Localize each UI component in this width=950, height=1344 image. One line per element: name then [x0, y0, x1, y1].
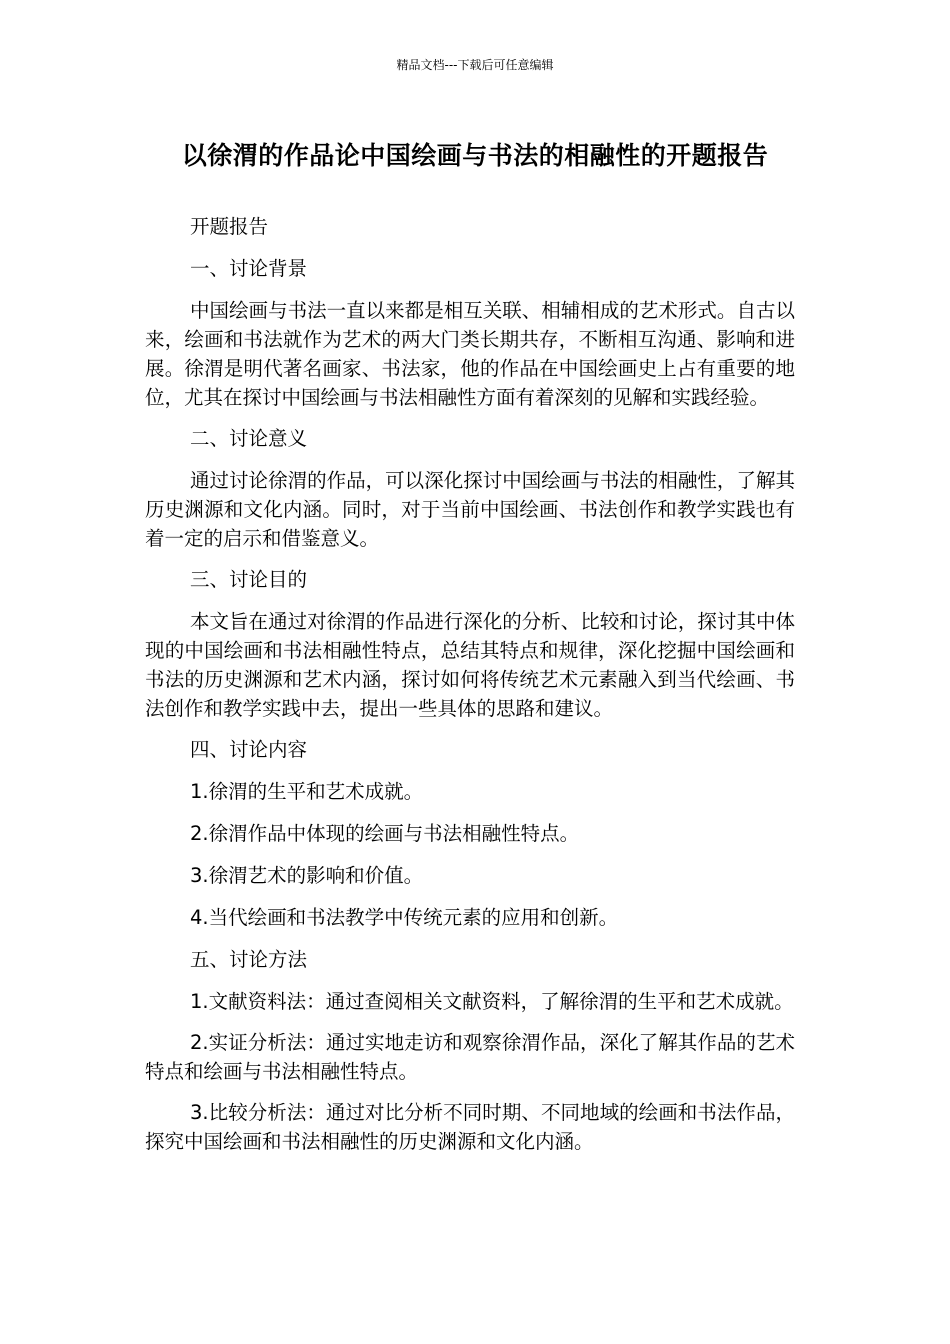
list-item-method-2: 2.实证分析法：通过实地走访和观察徐渭作品，深化了解其作品的艺术特点和绘画与书法相融性特点。 [145, 1031, 795, 1083]
list-item-content-2: 2.徐渭作品中体现的绘画与书法相融性特点。 [190, 822, 580, 845]
list-item-content-3: 3.徐渭艺术的影响和价值。 [190, 864, 424, 887]
document-body [145, 212, 795, 1168]
paragraph-significance: 通过讨论徐渭的作品，可以深化探讨中国绘画与书法的相融性，了解其历史渊源和文化内涵。同时，对于当前中国绘画、书法创作和教学实践也有着一定的启示和借鉴意义。 [145, 469, 795, 550]
section-heading-significance: 二、讨论意义 [190, 427, 308, 450]
section-heading-background: 一、讨论背景 [190, 257, 308, 280]
paragraph-background: 中国绘画与书法一直以来都是相互关联、相辅相成的艺术形式。自古以来，绘画和书法就作为艺术的两大门类长期共存，不断相互沟通、影响和进展。徐渭是明代著名画家、书法家，他的作品在中国绘画史上占有重要的地位，尤其在探讨中国绘画与书法相融性方面有着深刻的见解和实践经验。 [145, 299, 795, 409]
list-item-method-3: 3.比较分析法：通过对比分析不同时期、不同地域的绘画和书法作品，探究中国绘画和书法相融性的历史渊源和文化内涵。 [145, 1101, 795, 1153]
section-heading-content: 四、讨论内容 [190, 738, 308, 761]
document-title: 以徐渭的作品论中国绘画与书法的相融性的开题报告 [181, 141, 769, 170]
paragraph-report-label: 开题报告 [190, 215, 269, 238]
list-item-content-4: 4.当代绘画和书法教学中传统元素的应用和创新。 [190, 906, 619, 929]
paragraph-purpose: 本文旨在通过对徐渭的作品进行深化的分析、比较和讨论，探讨其中体现的中国绘画和书法相融性特点，总结其特点和规律，深化挖掘中国绘画和书法的历史渊源和艺术内涵，探讨如何将传统艺术元素融入到当代绘画、书法创作和教学实践中去，提出一些具体的思路和建议。 [145, 610, 795, 720]
list-item-content-1: 1.徐渭的生平和艺术成就。 [190, 780, 424, 803]
section-heading-methods: 五、讨论方法 [190, 948, 308, 971]
section-heading-purpose: 三、讨论目的 [190, 568, 308, 591]
page-header: 精品文档---下载后可任意编辑 [396, 58, 554, 72]
list-item-method-1: 1.文献资料法：通过查阅相关文献资料，了解徐渭的生平和艺术成就。 [190, 990, 794, 1013]
